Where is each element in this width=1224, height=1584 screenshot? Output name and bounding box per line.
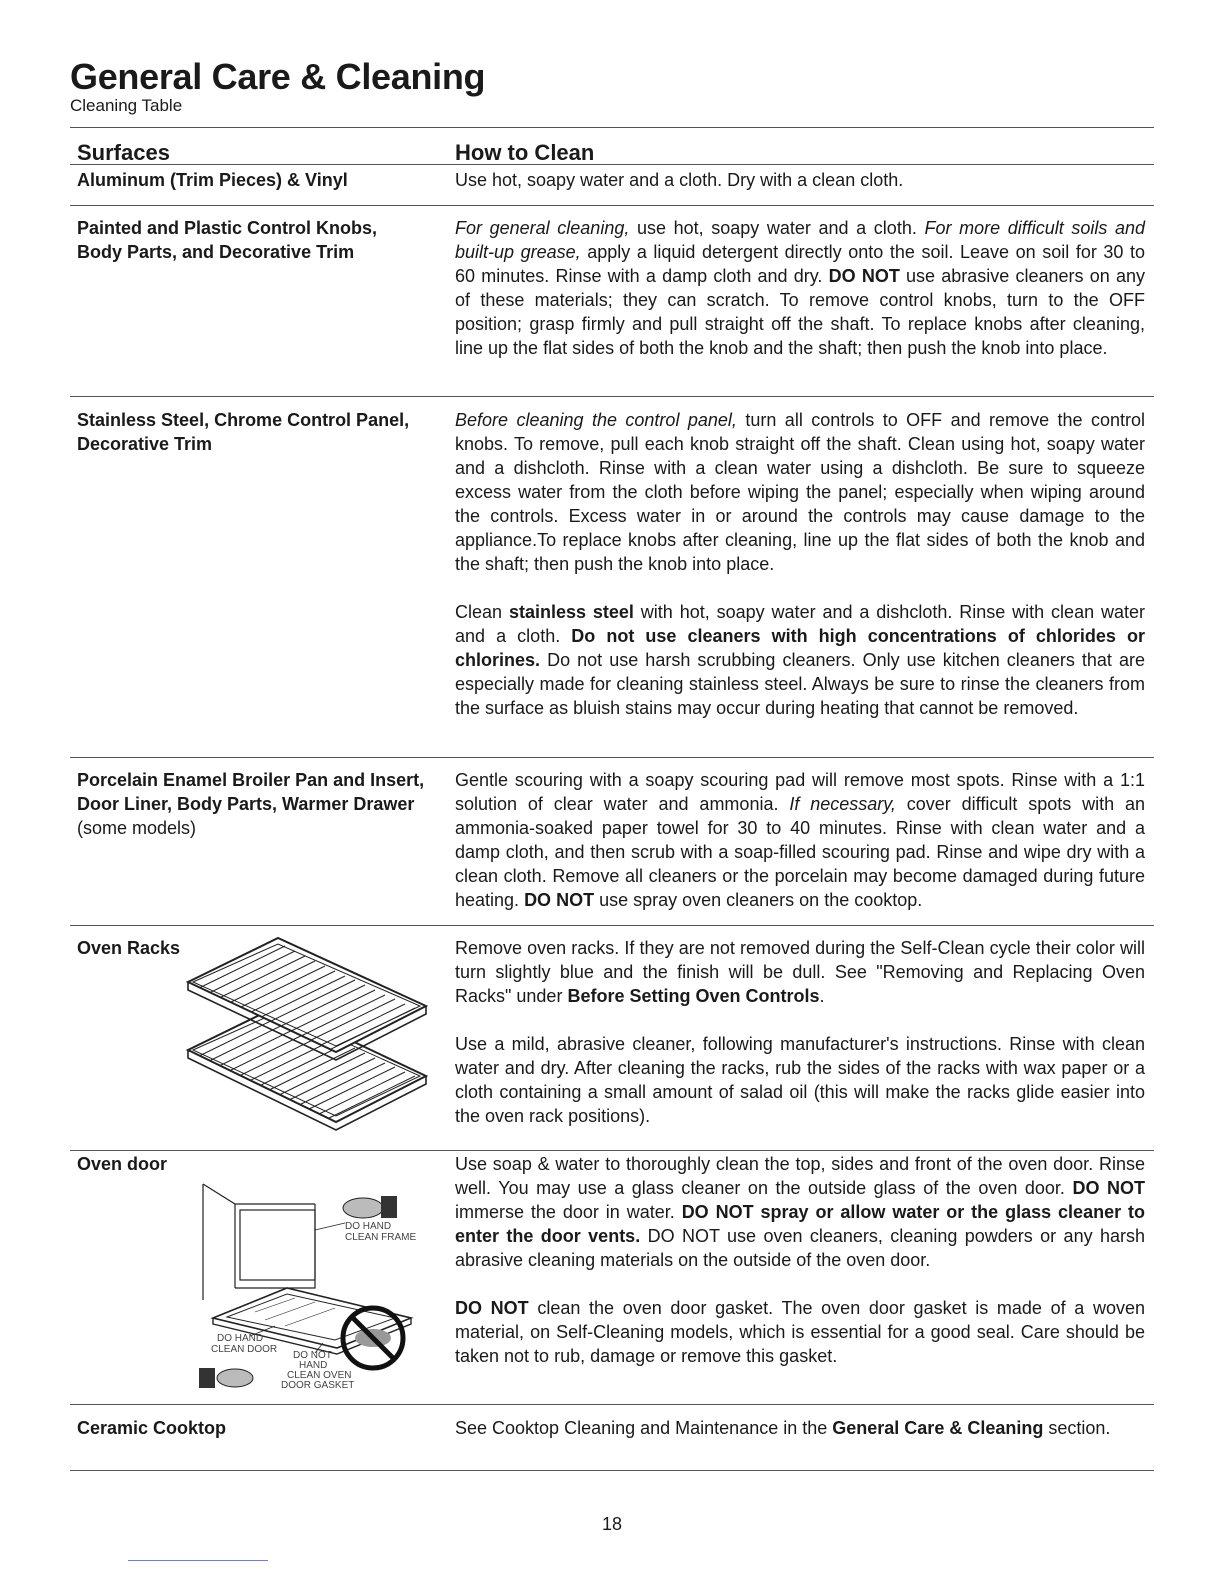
footer-line <box>128 1560 268 1561</box>
top-divider <box>70 127 1154 128</box>
howto-porcelain-enamel: Gentle scouring with a soapy scouring pad will remove most spots. Rinse with a 1:1 solution of clear water and ammonia. If necessary, cover difficult spots with an ammonia-soaked paper towel for 30 to 40 minutes. Rinse with clean water and a damp cloth, and then scrub with a soap-filled scouring pad. Rinse and wipe dry with a clean cloth. Remove all cleaners or the porcelain may become damaged during future heating. DO NOT use spray oven cleaners on the cooktop. <box>455 770 1145 910</box>
hand-cloth-icon <box>199 1368 253 1388</box>
header-divider <box>70 164 1154 165</box>
column-header-how-to-clean: How to Clean <box>455 140 595 165</box>
howto-oven-door: Use soap & water to thoroughly clean the top, sides and front of the oven door. Rinse well. You may use a glass cleaner on the outside glass of the oven door. DO NOT immerse the door in water. DO NOT spray or allow water or the glass cleaner to enter the door vents. DO NOT use oven cleaners, cleaning powders or any harsh abrasive cleaning materials on the outside of the oven door. DO NOT clean the oven door gasket. The oven door gasket is made of a woven material, on Self-Cleaning models, which is essential for a good seal. Care should be taken not to rub, damage or remove this gasket. <box>455 1154 1146 1366</box>
label-hand-clean-door: CLEAN DOOR <box>211 1344 278 1355</box>
row-divider <box>70 1404 1154 1405</box>
label-hand-clean-frame: CLEAN FRAME <box>345 1232 417 1243</box>
row-divider <box>70 205 1154 206</box>
row-divider <box>70 925 1154 926</box>
oven-door-illustration <box>195 1178 430 1398</box>
upper-rack <box>188 938 426 1060</box>
label-hand-clean-frame: DO HAND <box>345 1221 392 1232</box>
label-gasket: HAND <box>299 1360 328 1371</box>
page-subtitle: Cleaning Table <box>70 96 183 115</box>
label-hand-clean-door: DO HAND <box>217 1333 264 1344</box>
row-divider <box>70 1150 1154 1151</box>
oven-frame <box>240 1210 315 1280</box>
oven-racks-illustration <box>180 930 440 1145</box>
row-divider <box>70 396 1154 397</box>
surface-oven-racks: Oven Racks <box>77 938 181 958</box>
surface-aluminum: Aluminum (Trim Pieces) & Vinyl <box>77 170 348 190</box>
hand-cloth-icon <box>343 1196 397 1218</box>
howto-aluminum: Use hot, soapy water and a cloth. Dry with a clean cloth. <box>455 170 904 190</box>
howto-oven-racks: Remove oven racks. If they are not removed during the Self-Clean cycle their color will turn slightly blue and the finish will be dull. See "Removing and Replacing Oven Racks" under Before Setting Oven Controls. Use a mild, abrasive cleaner, following manufacturer's instructions. Rinse with clean water and dry. After cleaning the racks, rub the sides of the racks with wax paper or a cloth containing a small amount of salad oil (this will make the racks glide easier into the oven rack positions). <box>455 938 1145 1126</box>
label-gasket: DO NOT <box>293 1350 332 1361</box>
howto-ceramic-cooktop: See Cooktop Cleaning and Maintenance in the General Care & Cleaning section. <box>455 1418 1111 1438</box>
page-number: 18 <box>601 1514 623 1534</box>
surface-porcelain-enamel: Porcelain Enamel Broiler Pan and Insert, Door Liner, Body Parts, Warmer Drawer (some models) <box>77 770 425 838</box>
surface-oven-door: Oven door <box>77 1154 168 1174</box>
prohibited-icon <box>343 1308 403 1368</box>
surface-stainless-steel: Stainless Steel, Chrome Control Panel, Decorative Trim <box>77 410 410 454</box>
row-divider <box>70 757 1154 758</box>
label-gasket: CLEAN OVEN <box>287 1370 352 1381</box>
surface-ceramic-cooktop: Ceramic Cooktop <box>77 1418 227 1438</box>
surface-painted-plastic: Painted and Plastic Control Knobs, Body Parts, and Decorative Trim <box>77 218 378 262</box>
howto-stainless-steel: Before cleaning the control panel, turn all controls to OFF and remove the control knobs. To remove, pull each knob straight off the shaft. Clean using hot, soapy water and a dishcloth. Rinse with a clean water using a dishcloth. Be sure to squeeze excess water from the cloth before wiping the panel; especially when wiping around the controls. Excess water in or around the controls may cause damage to the appliance.To replace knobs after cleaning, line up the flat sides of both the knob and the shaft; then push the knob into place. Clean stainless steel with hot, soapy water and a dishcloth. Rinse with clean water and a cloth. Do not use cleaners with high concentrations of chlorides or chlorines. Do not use harsh scrubbing cleaners. Only use kitchen cleaners that are especially made for cleaning stainless steel. Always be sure to rinse the cleaners from the surface as bluish stains may occur during heating that cannot be removed. <box>455 410 1145 718</box>
column-header-surfaces: Surfaces <box>77 140 170 165</box>
page-title: General Care & Cleaning <box>70 56 486 97</box>
label-gasket: DOOR GASKET <box>281 1380 355 1391</box>
howto-painted-plastic: For general cleaning, use hot, soapy water and a cloth. For more difficult soils and built-up grease, apply a liquid detergent directly onto the soil. Leave on soil for 30 to 60 minutes. Rinse with a damp cloth and dry. DO NOT use abrasive cleaners on any of these materials; they can scratch. To remove control knobs, turn to the OFF position; grasp firmly and pull straight off the shaft. To replace knobs after cleaning, line up the flat sides of both the knob and the shaft; then push the knob into place. <box>455 218 1146 358</box>
table-bottom-divider <box>70 1470 1154 1471</box>
